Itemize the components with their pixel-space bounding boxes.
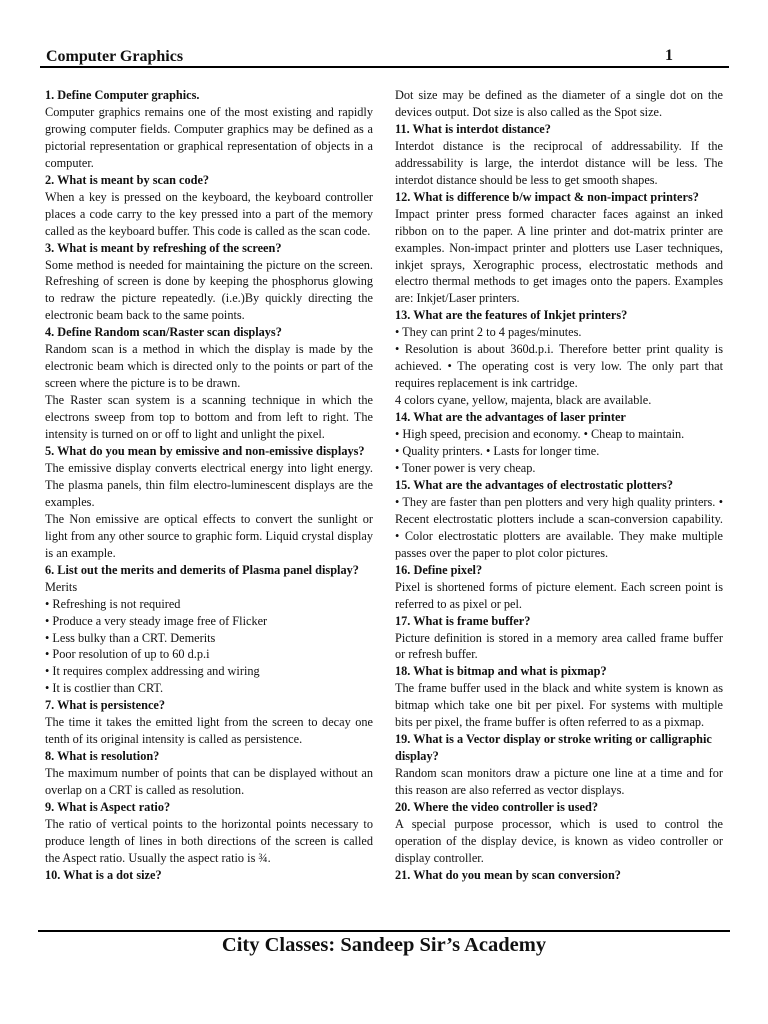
answer-text: Some method is needed for maintaining the picture on the screen. Refreshing of screen is done by keeping the phosphorus glowing to redraw the picture repeatedly. (i.e.)By quickly directing the electronic beam back to the same points.	[45, 257, 373, 323]
question-heading: 11. What is interdot distance?	[395, 121, 551, 136]
answer-text: The Raster scan system is a scanning technique in which the electrons sweep from top to bottom and from left to right. The intensity is turned on or off to light and unlight the pixel.	[45, 393, 373, 442]
answer-text: • It is costlier than CRT.	[45, 681, 164, 696]
answer-text: • Quality printers. • Lasts for longer time.	[395, 444, 600, 459]
question-heading: 20. Where the video controller is used?	[395, 800, 599, 815]
answer-text: The emissive display converts electrical energy into light energy. The plasma panels, thin film electro-luminescent displays are the examples.	[45, 460, 373, 509]
answer-text: When a key is pressed on the keyboard, the keyboard controller places a code carry to the key pressed into a part of the memory called as the keyboard buffer. This code is called as the scan code.	[45, 189, 373, 238]
answer-text: A special purpose processor, which is used to control the operation of the display device, is known as video controller or display controller.	[395, 816, 723, 865]
answer-text: The frame buffer used in the black and white system is known as bitmap which take one bit per pixel. For systems with multiple bits per pixel, the frame buffer is often referred to as a pixmap.	[395, 681, 723, 730]
question-heading: 1. Define Computer graphics.	[45, 88, 200, 102]
question-heading: 5. What do you mean by emissive and non-emissive displays?	[45, 444, 365, 459]
answer-text: • Less bulky than a CRT. Demerits	[45, 630, 216, 645]
answer-text: • Produce a very steady image free of Flicker	[45, 613, 268, 628]
answer-text: The ratio of vertical points to the horizontal points necessary to produce length of lines in both directions of the screen is called the Aspect ratio. Usually the aspect ratio is ¾.	[45, 816, 373, 865]
question-heading: 2. What is meant by scan code?	[45, 172, 210, 187]
question-heading: 7. What is persistence?	[45, 698, 166, 713]
answer-text: The maximum number of points that can be displayed without an overlap on a CRT is called as resolution.	[45, 766, 373, 798]
question-heading: 3. What is meant by refreshing of the screen?	[45, 240, 282, 255]
answer-text: • They are faster than pen plotters and very high quality printers. • Recent electrostatic plotters include a scan-conversion capability. • Color electrostatic plotters are available. They make multiple passes over the paper to plot color pictures.	[395, 494, 723, 560]
answer-text: Computer graphics remains one of the most existing and rapidly growing computer fields. Computer graphics may be defined as a pictorial representation or graphical representation of objects in a computer.	[45, 104, 373, 170]
page-number: 1	[665, 47, 673, 64]
answer-text: • High speed, precision and economy. • Cheap to maintain.	[395, 427, 685, 442]
question-heading: 17. What is frame buffer?	[395, 613, 531, 628]
question-heading: 4. Define Random scan/Raster scan displays?	[45, 325, 282, 340]
answer-text: • Resolution is about 360d.p.i. Therefore better print quality is achieved. • The operating cost is very low. The only part that requires replacement is ink cartridge.	[395, 342, 723, 391]
answer-text: The Non emissive are optical effects to convert the sunlight or light from any other source to graphic form. Liquid crystal display is an example.	[45, 511, 373, 560]
answer-text: Interdot distance is the reciprocal of addressability. If the addressability is large, the interdot distance will be less. The interdot distance should be less to get smooth shapes.	[395, 138, 723, 187]
question-heading: 12. What is difference b/w impact & non-impact printers?	[395, 189, 699, 204]
answer-text: • Toner power is very cheap.	[395, 460, 536, 475]
question-heading: 18. What is bitmap and what is pixmap?	[395, 664, 607, 679]
question-heading: 15. What are the advantages of electrostatic plotters?	[395, 477, 673, 492]
answer-text: Merits	[45, 579, 78, 594]
question-heading: 16. Define pixel?	[395, 562, 483, 577]
answer-text: • They can print 2 to 4 pages/minutes.	[395, 325, 582, 340]
left-column	[45, 87, 373, 884]
document-title: Computer Graphics	[46, 48, 184, 65]
answer-text: 4 colors cyane, yellow, majenta, black are available.	[395, 393, 652, 408]
right-column	[395, 87, 723, 884]
footer-divider	[38, 930, 730, 932]
question-heading: 9. What is Aspect ratio?	[45, 800, 171, 815]
answer-text: Dot size may be defined as the diameter of a single dot on the devices output. Dot size is also called as the Spot size.	[395, 88, 723, 119]
answer-text: Picture definition is stored in a memory area called frame buffer or refresh buffer.	[395, 630, 723, 662]
answer-text: Random scan monitors draw a picture one line at a time and for this reason are also referred as vector displays.	[395, 766, 723, 798]
question-heading: 10. What is a dot size?	[45, 867, 162, 882]
answer-text: Impact printer press formed character faces against an inked ribbon on to the paper. A line printer and dot-matrix printer are examples. Non-impact printer and plotters use Laser techniques, inkjet sprays, Xerographic process, electrostatic methods and electro thermal methods to get images onto the papers. Examples are: Inkjet/Laser printers.	[395, 206, 723, 306]
question-heading: 19. What is a Vector display or stroke writing or calligraphic display?	[395, 732, 712, 764]
answer-text: Random scan is a method in which the display is made by the electronic beam which is directed only to the points or part of the screen where the picture is to be drawn.	[45, 342, 373, 391]
answer-text: The time it takes the emitted light from the screen to decay one tenth of its original intensity is called as persistence.	[45, 715, 373, 747]
answer-text: • Refreshing is not required	[45, 596, 181, 611]
question-heading: 21. What do you mean by scan conversion?	[395, 867, 621, 882]
answer-text: • Poor resolution of up to 60 d.p.i	[45, 647, 210, 662]
question-heading: 6. List out the merits and demerits of Plasma panel display?	[45, 562, 359, 577]
question-heading: 8. What is resolution?	[45, 749, 160, 764]
page-header	[40, 46, 729, 68]
answer-text: • It requires complex addressing and wiring	[45, 664, 260, 679]
answer-text: Pixel is shortened forms of picture element. Each screen point is referred to as pixel or pel.	[395, 579, 723, 611]
question-heading: 13. What are the features of Inkjet printers?	[395, 308, 628, 323]
question-heading: 14. What are the advantages of laser printer	[395, 410, 626, 425]
footer-academy-name: City Classes: Sandeep Sir’s Academy	[221, 934, 547, 956]
